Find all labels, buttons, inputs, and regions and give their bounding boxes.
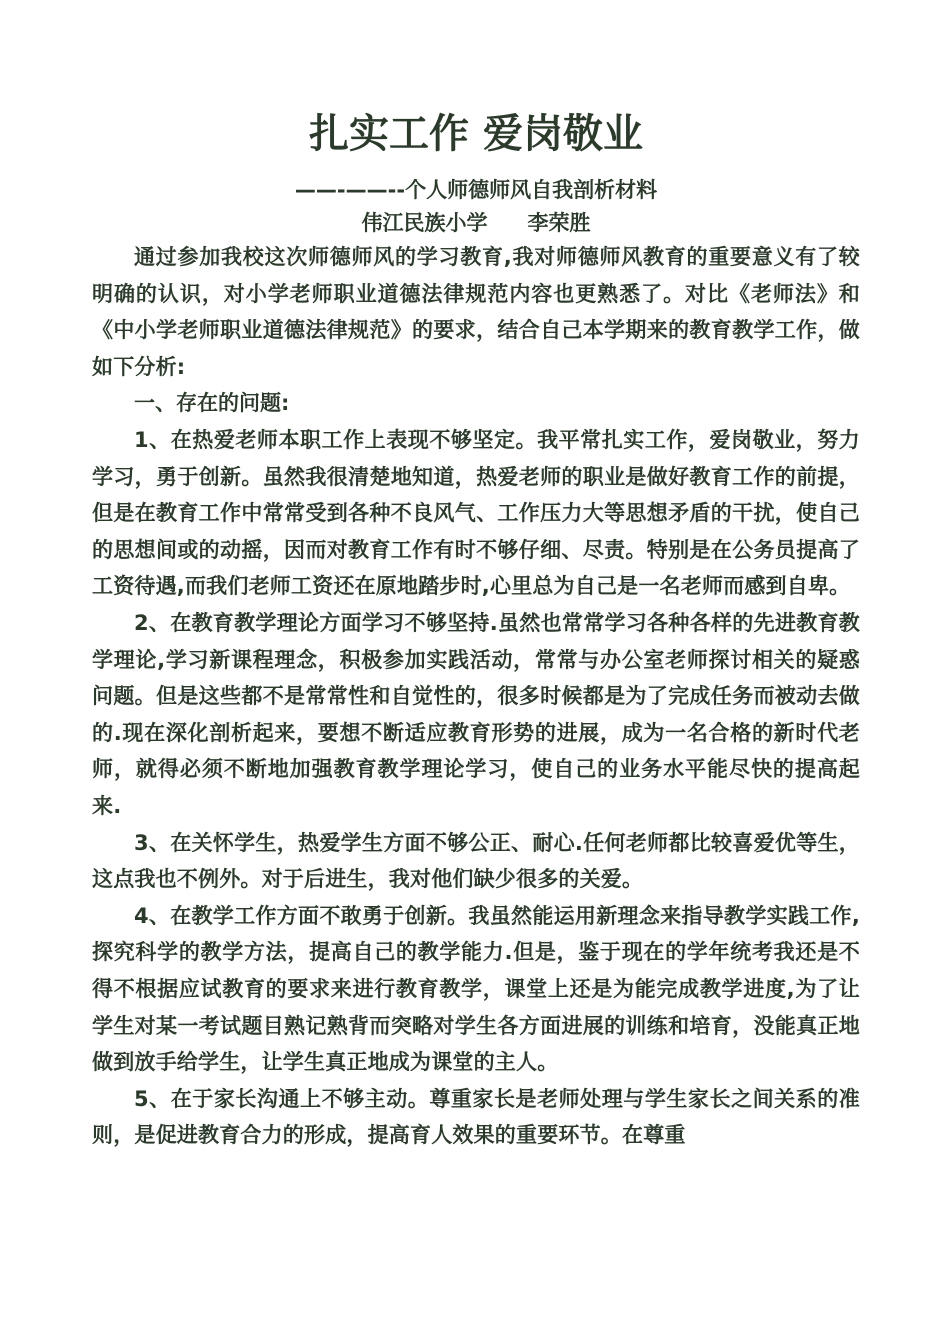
school-name: 伟江民族小学: [361, 210, 488, 235]
section-heading: 一、存在的问题:: [134, 391, 290, 416]
item-paragraph-3: 3、在关怀学生，热爱学生方面不够公正、耐心.任何老师都比较喜爱优等生，这点我也不例外。对于后进生，我对他们缺少很多的关爱。: [92, 830, 860, 892]
author-name: 李荣胜: [527, 210, 591, 235]
intro-paragraph: 通过参加我校这次师德师风的学习教育,我对师德师风教育的重要意义有了较明确的认识，对小学老师职业道德法律规范内容也更熟悉了。对比《老师法》和《中小学老师职业道德法律规范》的要求，结合自己本学期来的教育教学工作，做如下分析:: [92, 245, 860, 379]
document-subtitle: ——-——--个人师德师风自我剖析材料: [294, 178, 658, 202]
item-paragraph-4: 4、在教学工作方面不敢勇于创新。我虽然能运用新理念来指导教学实践工作,探究科学的教学方法，提高自己的教学能力.但是，鉴于现在的学年统考我还是不得不根据应试教育的要求来进行教育教学，课堂上还是为能完成教学进度,为了让学生对某一考试题目熟记熟背而突略对学生各方面进展的训练和培育，没能真正地做到放手给学生，让学生真正地成为课堂的主人。: [92, 903, 860, 1075]
document-page: [92, 108, 860, 1154]
item-paragraph-1: 1、在热爱老师本职工作上表现不够坚定。我平常扎实工作，爱岗敬业，努力学习，勇于创新。虽然我很清楚地知道，热爱老师的职业是做好教育工作的前提，但是在教育工作中常常受到各种不良风气、工作压力大等思想矛盾的干扰，使自己的思想间或的动摇，因而对教育工作有时不够仔细、尽责。特别是在公务员提高了工资待遇,而我们老师工资还在原地踏步时,心里总为自己是一名老师而感到自卑。: [92, 428, 860, 599]
document-title: 扎实工作 爱岗敬业: [309, 111, 643, 157]
item-paragraph-2: 2、在教育教学理论方面学习不够坚持.虽然也常常学习各种各样的先进教育教学理论,学习新课程理念，积极参加实践活动，常常与办公室老师探讨相关的疑惑问题。但是这些都不是常常性和自觉性的，很多时候都是为了完成任务而被动去做的.现在深化剖析起来，要想不断适应教育形势的进展，成为一名合格的新时代老师，就得必须不断地加强教育教学理论学习，使自己的业务水平能尽快的提高起来.: [92, 611, 860, 818]
item-paragraph-5: 5、在于家长沟通上不够主动。尊重家长是老师处理与学生家长之间关系的准则，是促进教育合力的形成，提高育人效果的重要环节。在尊重: [92, 1086, 860, 1148]
author-line: [92, 207, 860, 240]
